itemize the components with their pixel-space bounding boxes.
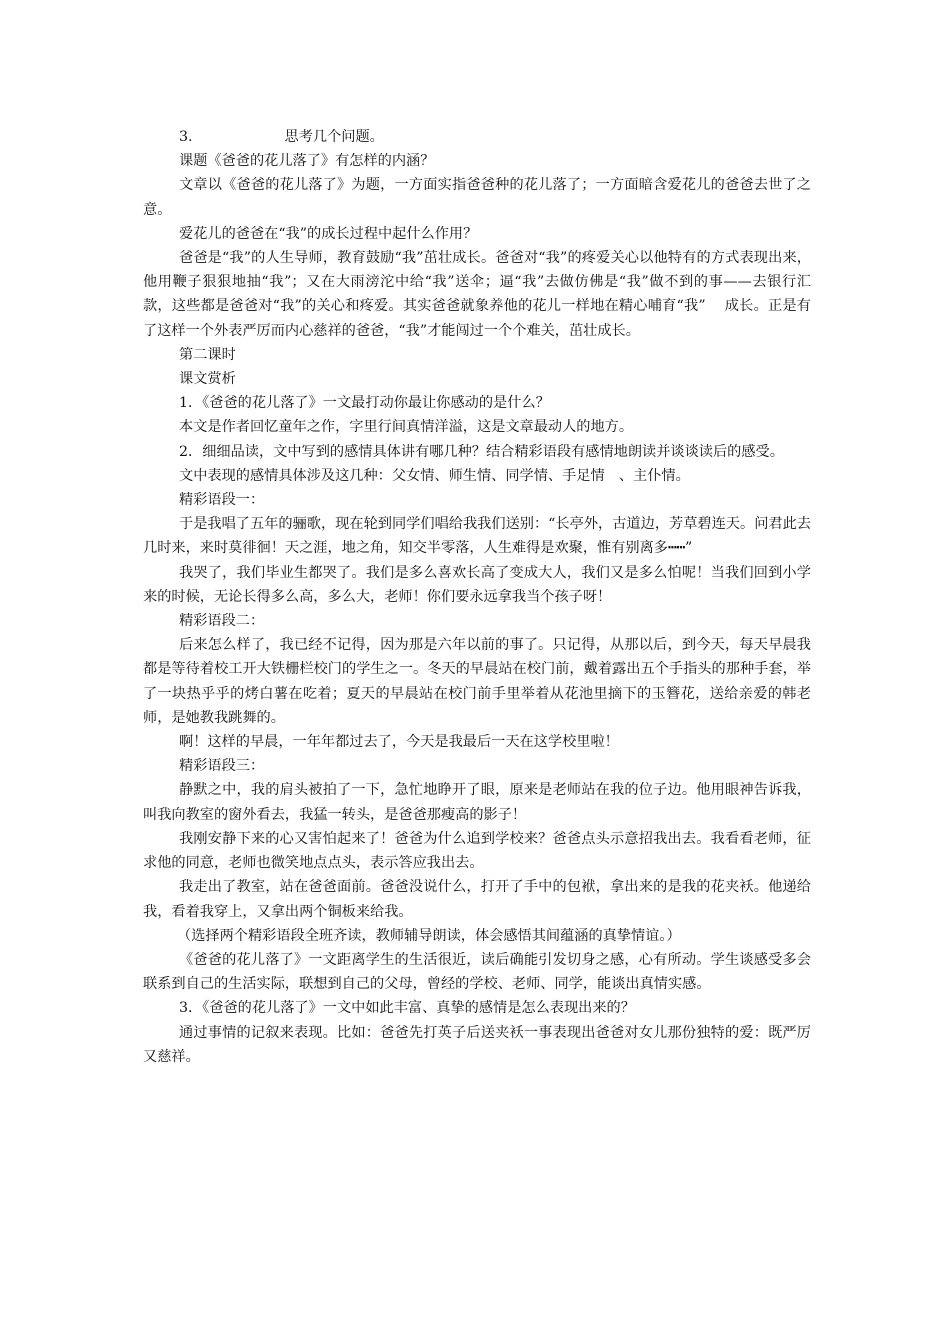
reading-instruction: （选择两个精彩语段全班齐读，教师辅导朗读，体会感悟其间蕴涵的真挚情谊。） (177, 927, 681, 944)
answer-2: 爸爸是“我”的人生导师，教育鼓励“我”茁壮成长。爸爸对“我”的疼爱关心以他特有的方式表现出来，他用鞭子狠狠地抽“我”；又在大雨滂沱中给“我”送伞；逼“我”去做仿佛是“我”做不到的事——去银行汇款，这些都是爸爸对“我”的关心和疼爱。其实爸爸就象养他的花儿一样地在精心哺育“我” 成长。正是有了这样一个外表严厉而内心慈祥的爸爸，“我”才能闯过一个个难关，茁壮成长。 (143, 250, 811, 339)
excerpt-heading-1: 精彩语段一： (179, 492, 265, 509)
answer-1: 文章以《爸爸的花儿落了》为题，一方面实指爸爸种的花儿落了；一方面暗含爱花儿的爸爸去世了之意。 (143, 177, 811, 218)
document-page (143, 125, 811, 1069)
excerpt-1-paragraph-2: 我哭了，我们毕业生都哭了。我们是多么喜欢长高了变成大人，我们又是多么怕呢！当我们回到小学来的时候，无论长得多么高，多么大，老师！你们要永远拿我当个孩子呀！ (143, 564, 811, 605)
excerpt-2-paragraph-1: 后来怎么样了，我已经不记得，因为那是六年以前的事了。只记得，从那以后，到今天，每天早晨我都是等待着校工开大铁栅栏校门的学生之一。冬天的早晨站在校门前，戴着露出五个手指头的那种手套，举了一块热乎乎的烤白薯在吃着；夏天的早晨站在校门前手里举着从花池里摘下的玉簪花，送给亲爱的韩老师，是她教我跳舞的。 (143, 637, 811, 726)
question-number: 3. (179, 129, 193, 145)
excerpt-1-paragraph-1: 于是我唱了五年的骊歌，现在轮到同学们唱给我我们送别：“长亭外，古道边，芳草碧连天。问君此去几时来，来时莫徘徊！天之涯，地之角，知交半零落，人生难得是欢聚，惟有别离多┅┅” (143, 516, 811, 557)
analysis-answer-1: 本文是作者回忆童年之作，字里行间真情洋溢，这是文章最动人的地方。 (179, 419, 634, 436)
analysis-question-2: 2．细细品读，文中写到的感情具体讲有哪几种？结合精彩语段有感情地朗读并谈谈读后的感受。 (179, 443, 784, 460)
excerpt-3-paragraph-1: 静默之中，我的肩头被拍了一下，急忙地睁开了眼，原来是老师站在我的位子边。他用眼神告诉我，叫我向教室的窗外看去，我猛一转头，是爸爸那瘦高的影子！ (143, 782, 811, 823)
analysis-answer-2: 文中表现的感情具体涉及这几种：父女情、师生情、同学情、手足情 、主仆情。 (179, 467, 690, 484)
excerpt-heading-2: 精彩语段二： (179, 613, 265, 630)
analysis-question-3: 3．《爸爸的花儿落了》一文中如此丰富、真挚的感情是怎么表现出来的？ (179, 1000, 635, 1017)
section-heading-lesson-2: 第二课时 (179, 346, 236, 363)
question-1: 课题《爸爸的花儿落了》有怎样的内涵？ (179, 153, 435, 170)
analysis-question-1: 1．《爸爸的花儿落了》一文最打动你最让你感动的是什么？ (179, 395, 550, 412)
excerpt-3-paragraph-2: 我刚安静下来的心又害怕起来了！爸爸为什么追到学校来？爸爸点头示意招我出去。我看看老师，征求他的同意，老师也微笑地点点头，表示答应我出去。 (143, 830, 811, 872)
analysis-answer-3: 通过事情的记叙来表现。比如：爸爸先打英子后送夹袄一事表现出爸爸对女儿那份独特的爱：既严厉又慈祥。 (143, 1024, 811, 1065)
excerpt-2-paragraph-2: 啊！这样的早晨，一年年都过去了，今天是我最后一天在这学校里啦！ (179, 734, 619, 751)
excerpt-heading-3: 精彩语段三： (179, 758, 265, 775)
excerpt-3-paragraph-3: 我走出了教室，站在爸爸面前。爸爸没说什么，打开了手中的包袱，拿出来的是我的花夹袄。他递给我，看着我穿上，又拿出两个铜板来给我。 (143, 879, 811, 920)
reading-commentary: 《爸爸的花儿落了》一文距离学生的生活很近，读后确能引发切身之感，心有所动。学生谈感受多会联系到自己的生活实际，联想到自己的父母，曾经的学校、老师、同学，能谈出真情实感。 (143, 951, 811, 993)
section-heading-appreciation: 课文赏析 (179, 371, 236, 388)
question-heading-text: 思考几个问题。 (284, 129, 384, 145)
question-2: 爱花儿的爸爸在“我”的成长过程中起什么作用？ (179, 225, 478, 242)
question-heading (143, 125, 811, 149)
